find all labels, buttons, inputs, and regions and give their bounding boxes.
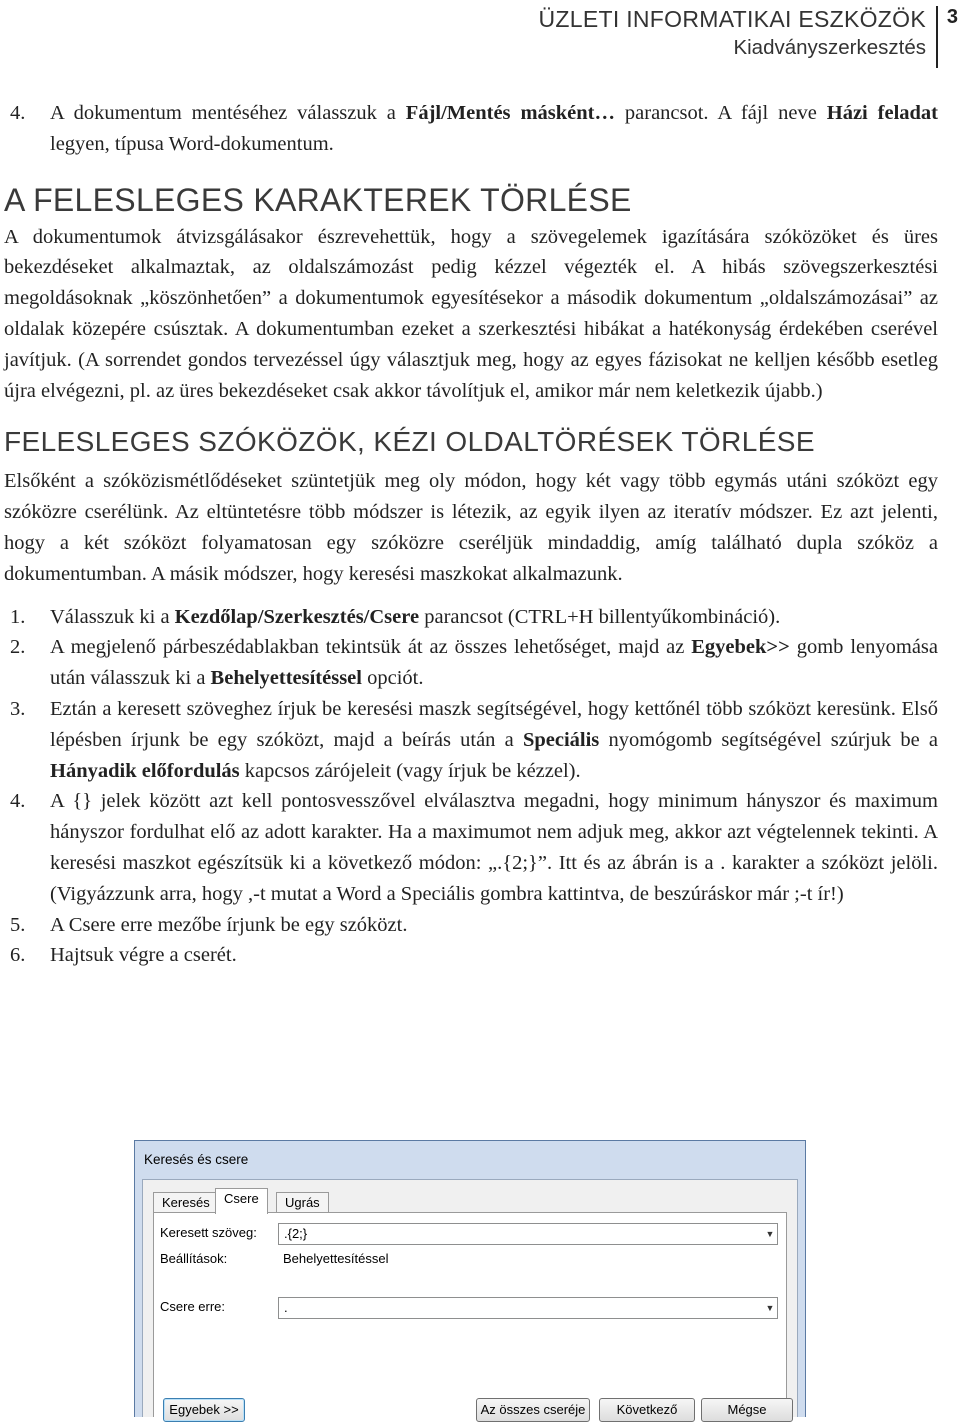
find-next-button[interactable]: Következő bbox=[599, 1398, 695, 1422]
list-item bbox=[4, 694, 938, 786]
page-header bbox=[0, 4, 960, 68]
section-heading-2: FELESLEGES SZÓKÖZÖK, KÉZI OLDALTÖRÉSEK TÖRLÉSE bbox=[4, 426, 815, 458]
header-title: ÜZLETI INFORMATIKAI ESZKÖZÖK bbox=[538, 6, 926, 32]
text: A Csere erre mezőbe írjunk be egy szóközt. bbox=[50, 913, 408, 936]
cancel-button[interactable]: Mégse bbox=[701, 1398, 793, 1422]
replace-label: Csere erre: bbox=[160, 1299, 226, 1314]
text: kapcsos zárójeleit (vagy írjuk be kézzel). bbox=[239, 759, 581, 782]
text: nyomógomb segítségével szúrjuk be a bbox=[599, 728, 938, 751]
list-item bbox=[4, 786, 938, 909]
list-item bbox=[4, 632, 938, 694]
dropdown-arrow-icon[interactable]: ▼ bbox=[765, 1303, 775, 1313]
dialog-title: Keresés és csere bbox=[144, 1152, 249, 1167]
replace-value: . bbox=[284, 1300, 288, 1315]
list-number: 4. bbox=[10, 790, 26, 813]
dialog-body bbox=[142, 1179, 798, 1417]
find-replace-dialog bbox=[134, 1140, 806, 1417]
section-heading-1: A FELESLEGES KARAKTEREK TÖRLÉSE bbox=[4, 181, 632, 218]
file-name: Házi feladat bbox=[826, 102, 938, 124]
bold-text: Kezdőlap/Szerkesztés/Csere bbox=[174, 605, 420, 628]
header-divider bbox=[936, 6, 938, 68]
text: parancsot. A fájl neve bbox=[614, 102, 827, 124]
text: Hajtsuk végre a cserét. bbox=[50, 944, 237, 967]
list-item bbox=[4, 602, 938, 633]
dropdown-arrow-icon[interactable]: ▼ bbox=[765, 1229, 775, 1239]
text: A dokumentum mentéséhez válasszuk a bbox=[50, 102, 406, 124]
bold-text: Hányadik előfordulás bbox=[50, 759, 240, 782]
find-input[interactable] bbox=[278, 1223, 778, 1245]
text: opciót. bbox=[361, 667, 424, 690]
tab-replace[interactable]: Csere bbox=[215, 1188, 268, 1214]
text: A {} jelek között azt kell pontosvesszővel elválasztva megadni, hogy minimum hányszor és maximum hányszor fordulhat elő az adott karakter. Ha a maximumot nem adjuk meg, akkor azt végtelennek tekinti. A keresési maszkot egészítsük ki a következő módon: „.{2;}”. Itt és az ábrán is a . karakter a szóközt jelöli. (Vigyázzunk arra, hogy ,-t mutat a Word a Speciális gombra kattintva, de beszúráskor már ;-t ír!) bbox=[50, 790, 938, 905]
list-item bbox=[4, 910, 938, 941]
intro-list-item bbox=[4, 98, 938, 160]
text: legyen, típusa Word-dokumentum. bbox=[50, 132, 334, 155]
menu-path: Fájl/Mentés másként… bbox=[405, 102, 615, 124]
header-subtitle: Kiadványszerkesztés bbox=[733, 36, 926, 59]
document-body bbox=[4, 98, 938, 971]
list-number: 6. bbox=[10, 944, 26, 967]
find-value: .{2;} bbox=[284, 1226, 308, 1241]
replace-panel bbox=[153, 1212, 787, 1417]
bold-text: Speciális bbox=[522, 728, 600, 751]
steps-list bbox=[4, 602, 938, 972]
list-number: 4. bbox=[10, 102, 26, 124]
options-label: Beállítások: bbox=[160, 1251, 228, 1266]
bold-text: Behelyettesítéssel bbox=[210, 667, 362, 690]
text: Válasszuk ki a bbox=[50, 605, 175, 628]
text: A megjelenő párbeszédablakban tekintsük át az összes lehetőséget, majd az bbox=[50, 636, 692, 659]
replace-input[interactable] bbox=[278, 1297, 778, 1319]
section-2-paragraph: Elsőként a szóközismétlődéseket szüntetjük meg oly módon, hogy két vagy több egymás utáni szóközt egy szóközre cserélünk. Az eltüntetésre több módszer is létezik, az egyik ilyen az iteratív módszer. Ez azt jelenti, hogy a két szóközt folyamatosan egy szóközre cseréljük mindaddig, amíg található dupla szóköz a dokumentumban. A másik módszer, hogy keresési maszkokat alkalmazunk. bbox=[4, 470, 938, 585]
list-number: 2. bbox=[10, 636, 26, 659]
more-button[interactable]: Egyebek >> bbox=[163, 1398, 245, 1422]
page-number: 3 bbox=[946, 6, 958, 28]
find-label: Keresett szöveg: bbox=[160, 1225, 257, 1240]
text: Eztán a keresett szöveghez írjuk be keresési maszk segítségével, hogy kettőnél több szóközt keresünk. Első lépésben írjunk be egy szóközt, majd a beírás után a bbox=[50, 697, 938, 751]
list-number: 5. bbox=[10, 913, 26, 936]
list-item bbox=[4, 940, 938, 971]
bold-text: Egyebek>> bbox=[691, 636, 790, 659]
replace-all-button[interactable]: Az összes cseréje bbox=[476, 1398, 590, 1422]
text: parancsot (CTRL+H billentyűkombináció). bbox=[419, 605, 781, 628]
list-number: 1. bbox=[10, 605, 26, 628]
tab-goto[interactable]: Ugrás bbox=[276, 1192, 329, 1213]
options-value: Behelyettesítéssel bbox=[283, 1251, 389, 1266]
list-number: 3. bbox=[10, 697, 26, 720]
text: gomb lenyomása után válasszuk ki a bbox=[50, 636, 938, 690]
section-1-paragraph: A dokumentumok átvizsgálásakor észrevehettük, hogy a szövegelemek igazítására szóközöket és üres bekezdéseket alkalmaztak, az oldalszámozást pedig kézzel végezték el. A hibás szövegszerkesztési megoldásoknak „köszönhetően” a dokumentumok egyesítésekor a második dokumentum „oldalszámozásai” az oldalak közepére csúsztak. A dokumentumban ezeket a szerkesztési hibákat a hatékonyság érdekében cserével javítjuk. (A sorrendet gondos tervezéssel úgy választjuk meg, hogy az egyes fázisokat ne kelljen később esetleg újra elvégezni, pl. az üres bekezdéseket csak akkor távolítjuk el, amikor már nem keletkezik újabb.) bbox=[4, 225, 938, 402]
tab-find[interactable]: Keresés bbox=[153, 1192, 219, 1213]
